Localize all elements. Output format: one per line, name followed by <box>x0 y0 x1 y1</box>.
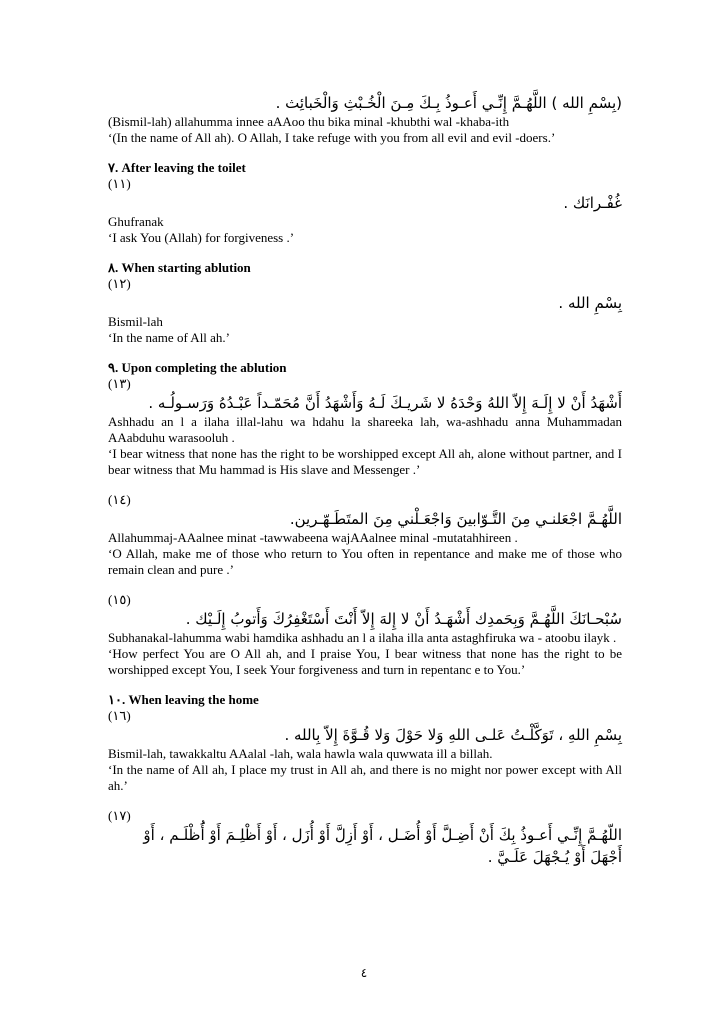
transliteration: (Bismil-lah) allahumma innee aAAoo thu bika minal -khubthi wal -khaba-ith <box>108 114 510 129</box>
translation: ‘In the name of All ah.’ <box>108 330 231 345</box>
page-number: ٤ <box>360 966 368 980</box>
dua-number: (١١) <box>108 176 131 191</box>
translation: ‘(In the name of All ah). O Allah, I take refuge with you from all evil and evil -doers.’ <box>108 130 556 145</box>
section-10 <box>108 692 622 868</box>
dua-number: (١٦) <box>108 708 131 723</box>
arabic-text: أَشْهَدُ أَنْ لا إِلَـهَ إِلاّ اللهُ وَحْدَهُ لا شَريـكَ لَـهُ وَأَشْهَدُ أَنَّ مُحَمّـداً عَبْـدُهُ وَرَسـولُـه . <box>148 394 622 412</box>
section-heading: ٩. Upon completing the ablution <box>108 360 287 375</box>
transliteration: Ghufranak <box>108 214 164 229</box>
arabic-text: غُفْـرانَك . <box>563 194 622 212</box>
transliteration: Subhanakal-lahumma wabi hamdika ashhadu an l a ilaha illa anta astaghfiruka wa - atoobu ilayk . <box>108 630 617 645</box>
translation: ‘In the name of All ah, I place my trust in All ah, and there is no might nor power except with All ah.’ <box>108 762 622 793</box>
transliteration: Bismil-lah <box>108 314 163 329</box>
section-7 <box>108 160 622 246</box>
arabic-text: بِسْمِ الله . <box>558 294 622 312</box>
dua-number: (١٤) <box>108 492 131 507</box>
dua-number: (١٥) <box>108 592 131 607</box>
section-heading: ٧. After leaving the toilet <box>108 160 246 175</box>
dua-number: (١٧) <box>108 808 131 823</box>
arabic-text: (بِسْمِ الله ) اللَّهُـمَّ إِنِّـي أَعـوذُ بِـكَ مِـنَ الْخُـبْثِ وَالْخَبائِث . <box>275 94 622 112</box>
section-8 <box>108 260 622 346</box>
translation: ‘How perfect You are O All ah, and I praise You, I bear witness that none has the right to be worshipped except You, I seek Your forgiveness and turn in repentanc e to You.’ <box>108 646 622 677</box>
translation: ‘O Allah, make me of those who return to You often in repentance and make me of those who remain clean and pure .’ <box>108 546 622 577</box>
translation: ‘I ask You (Allah) for forgiveness .’ <box>108 230 295 245</box>
arabic-text: اللّهُـمَّ إِنِّـي أَعـوذُ بِكَ أَنْ أَضِـلَّ أَوْ أُضَـل ، أَوْ أَزِلَّ أَوْ أُزَل ، أَوْ أَظْلِـمَ أَوْ أَُظْلَـم ، أَوْ أَجْهَلَ أَوْ يُـجْهَلَ عَلَـيَّ . <box>143 826 622 866</box>
transliteration: Ashhadu an l a ilaha illal-lahu wa hdahu la shareeka lah, wa-ashhadu anna Muhammadan AAabduhu warasooluh . <box>108 414 622 445</box>
dua-number: (١٣) <box>108 376 131 391</box>
transliteration: Allahummaj-AAalnee minat -tawwabeena wajAAalnee minal -mutatahhireen . <box>108 530 518 545</box>
section-heading: ١٠. When leaving the home <box>108 692 259 707</box>
arabic-text: بِسْمِ اللهِ ، تَوَكَّلْـتُ عَلـى اللهِ وَلا حَوْلَ وَلا قُـوَّةَ إِلاّ بِالله . <box>284 726 622 744</box>
section-heading: ٨. When starting ablution <box>108 260 251 275</box>
dua-number: (١٢) <box>108 276 131 291</box>
document-page <box>108 92 622 868</box>
translation: ‘I bear witness that none has the right to be worshipped except All ah, alone without partner, and I bear witness that Mu hammad is His slave and Messenger .’ <box>108 446 622 477</box>
transliteration: Bismil-lah, tawakkaltu AAalal -lah, wala hawla wala quwwata ill a billah. <box>108 746 493 761</box>
arabic-text: اللَّهُـمَّ اجْعَلنـي مِنَ التَّـوّابينَ وَاجْعَـلْني مِنَ المتَطَـهّـرين. <box>289 510 622 528</box>
dua-intro <box>108 92 622 146</box>
section-9 <box>108 360 622 678</box>
arabic-text: سُبْحـانَكَ اللَّهُـمَّ وَبِحَمدِك أَشْهَـدُ أَنْ لا إِلهَ إِلاّ أَنْتَ أَسْتَغْفِرُكَ وَأَتوبُ إِلَـيْك . <box>185 610 622 628</box>
